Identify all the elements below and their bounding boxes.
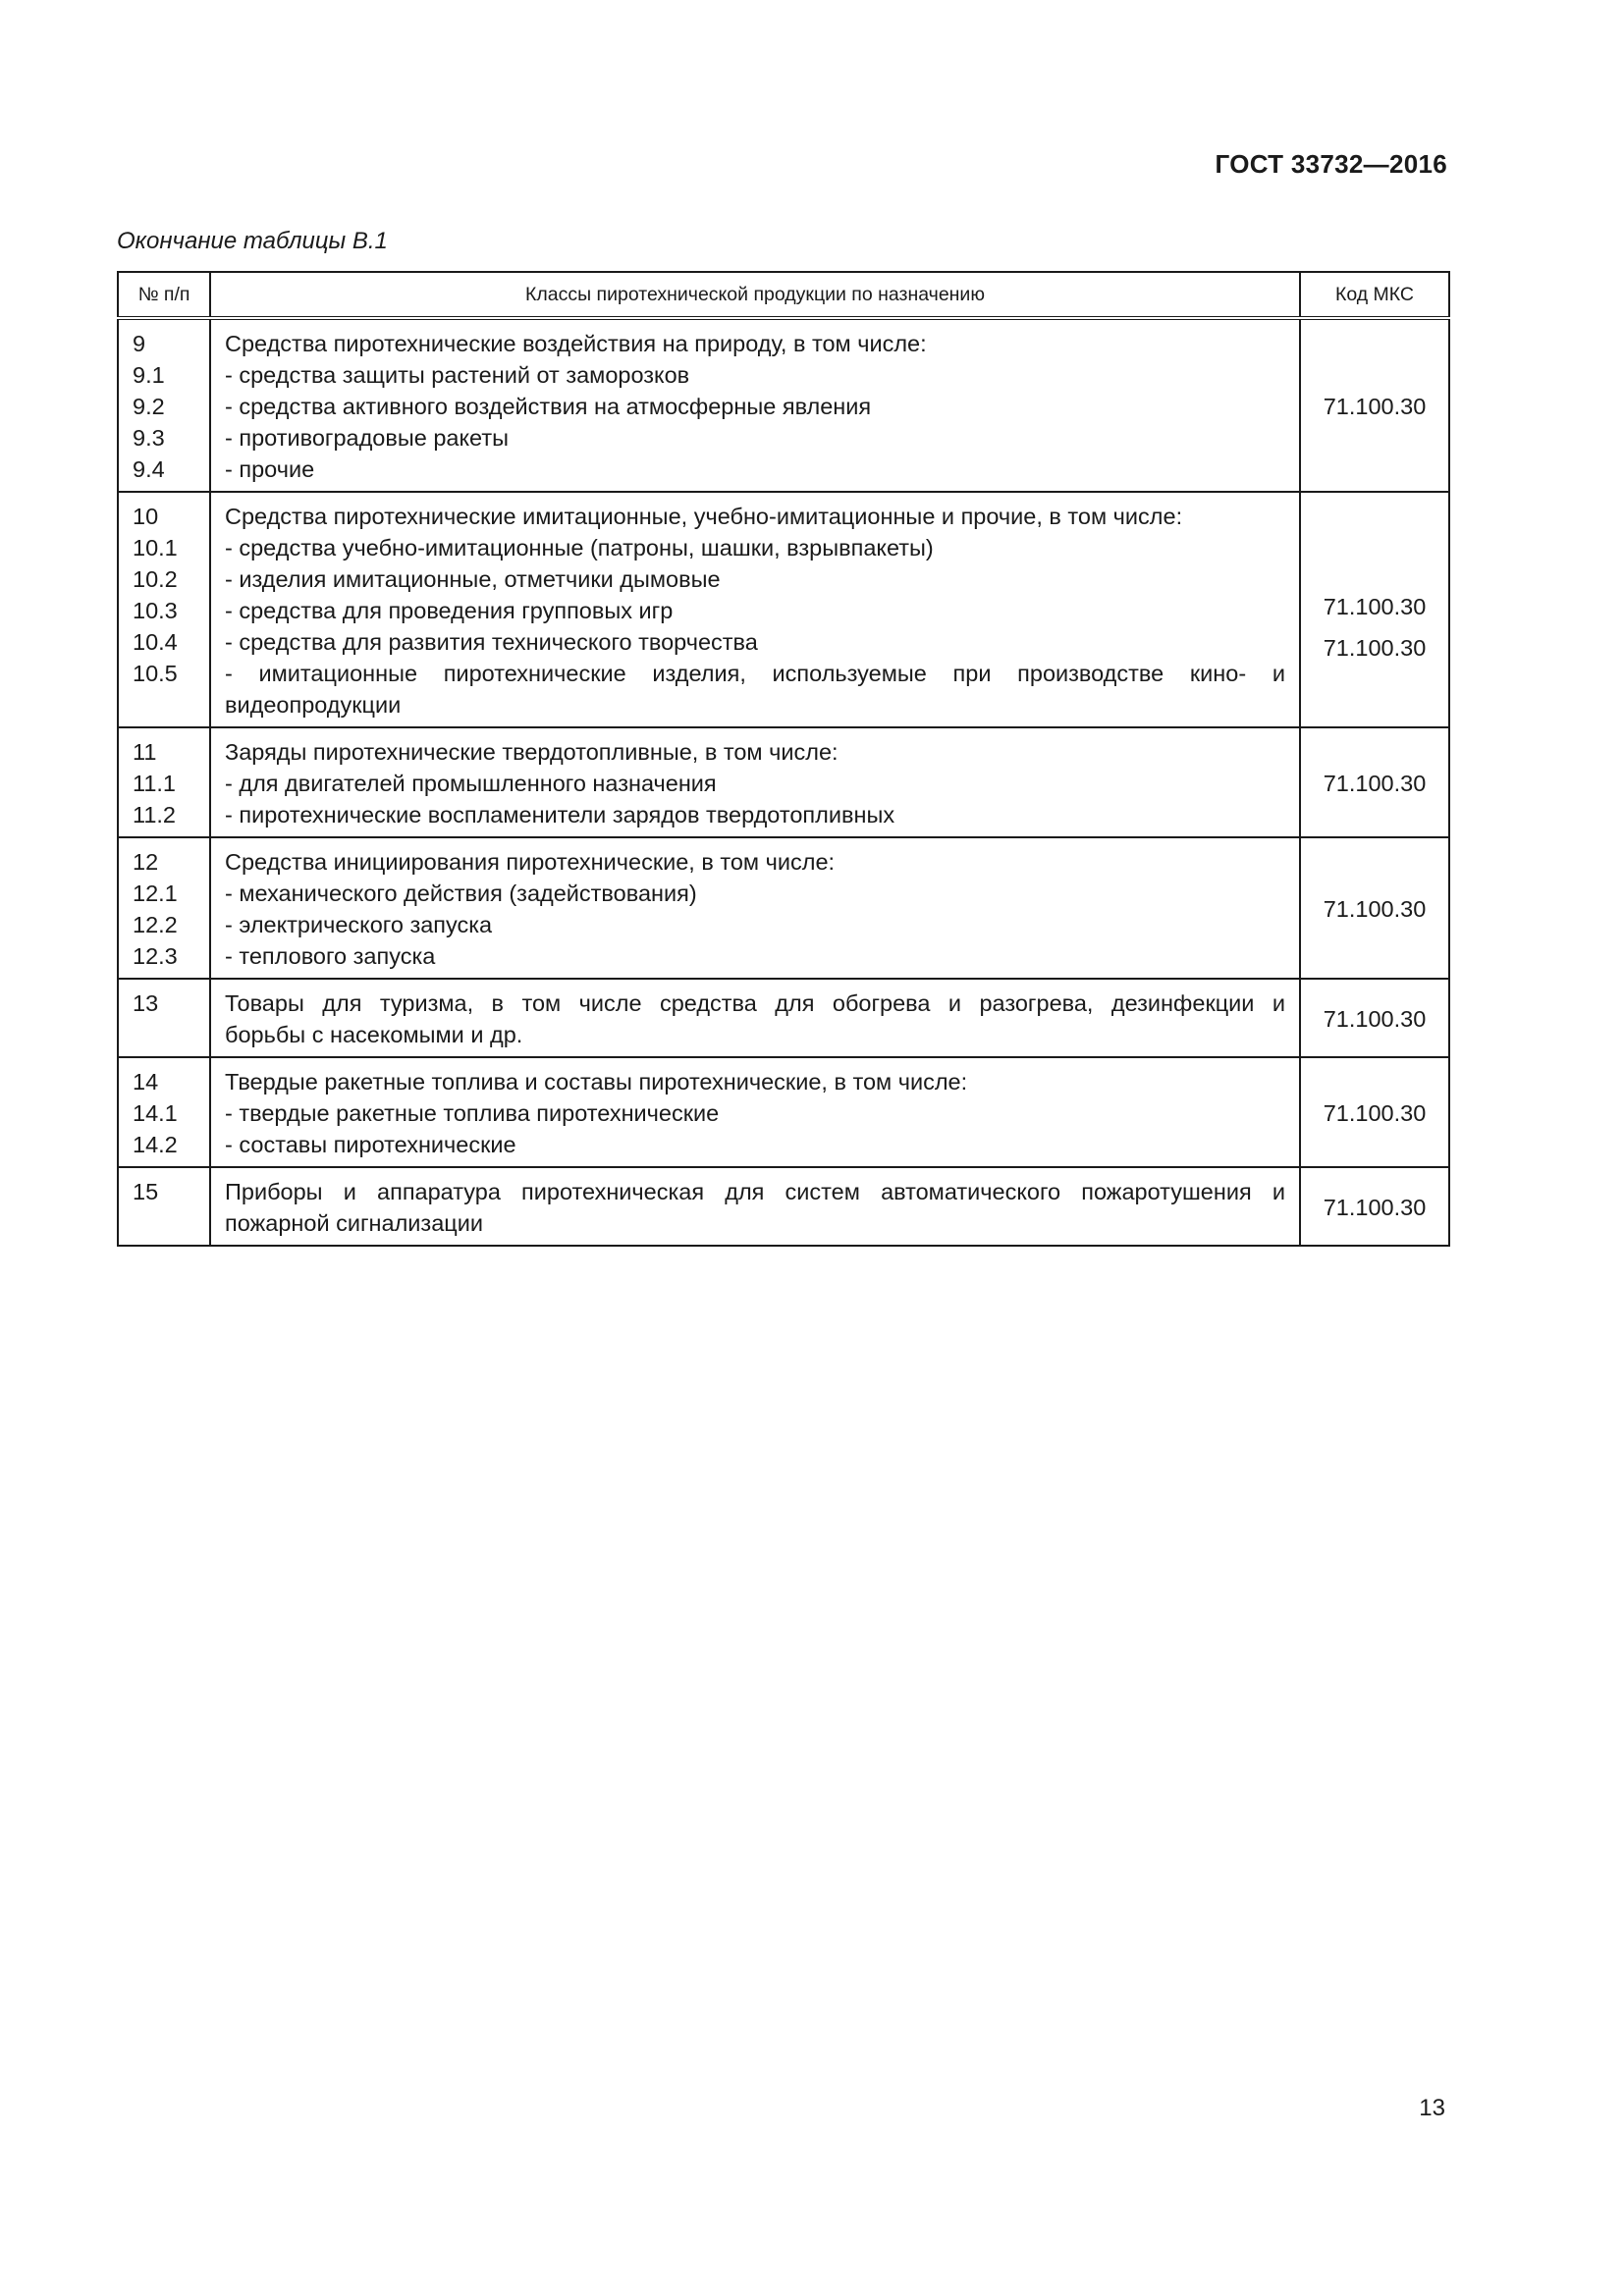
page-number: 13 <box>1419 2095 1445 2121</box>
description-line: пожарной сигнализации <box>225 1210 483 1236</box>
row-description-cell <box>210 837 1300 979</box>
description-line: - имитационные пиротехнические изделия, используемые при производстве кино- и <box>225 661 1285 686</box>
description-line: - электрического запуска <box>225 912 493 937</box>
row-number: 13 <box>133 990 159 1016</box>
description-line: - средства защиты растений от заморозков <box>225 362 690 388</box>
row-number: 10 <box>133 504 159 529</box>
row-description-cell <box>210 1057 1300 1167</box>
description-line: Твердые ракетные топлива и составы пиротехнические, в том числе: <box>225 1069 968 1095</box>
row-code: 71.100.30 <box>1323 635 1427 661</box>
description-line: - противоградовые ракеты <box>225 425 509 451</box>
table-row <box>118 1167 1449 1246</box>
row-number: 14.2 <box>133 1132 178 1157</box>
description-line: - средства активного воздействия на атмосферные явления <box>225 394 872 419</box>
row-numbers-cell <box>118 318 210 492</box>
row-number: 11.1 <box>133 771 176 796</box>
row-number: 12 <box>133 849 159 875</box>
description-line: - средства для проведения групповых игр <box>225 598 674 623</box>
row-description-cell <box>210 492 1300 727</box>
row-number: 9.1 <box>133 362 165 388</box>
row-numbers-cell <box>118 979 210 1057</box>
table-row <box>118 727 1449 837</box>
row-number: 10.4 <box>133 629 178 655</box>
row-description-cell <box>210 727 1300 837</box>
table-row <box>118 492 1449 727</box>
row-code-cell: 71.100.30 <box>1300 837 1449 979</box>
row-number: 10.1 <box>133 535 178 561</box>
description-line: Средства инициирования пиротехнические, в том числе: <box>225 849 836 875</box>
description-line: - средства для развития технического творчества <box>225 629 758 655</box>
classification-table <box>117 271 1450 1247</box>
row-description-cell <box>210 1167 1300 1246</box>
row-code-cell: 71.100.30 <box>1300 318 1449 492</box>
row-description-cell <box>210 318 1300 492</box>
row-number: 12.3 <box>133 943 178 969</box>
description-line: - теплового запуска <box>225 943 436 969</box>
description-line: - пиротехнические воспламенители зарядов твердотопливных <box>225 802 895 828</box>
row-number: 15 <box>133 1179 159 1204</box>
table-header-row <box>118 272 1449 318</box>
description-line: - прочие <box>225 456 315 482</box>
table-row <box>118 837 1449 979</box>
description-line: борьбы с насекомыми и др. <box>225 1022 523 1047</box>
description-line: - составы пиротехнические <box>225 1132 516 1157</box>
row-code: 71.100.30 <box>1323 594 1427 619</box>
description-line: Заряды пиротехнические твердотопливные, в том числе: <box>225 739 839 765</box>
row-description-cell <box>210 979 1300 1057</box>
description-line: - механического действия (задействования) <box>225 881 697 906</box>
row-numbers-cell <box>118 1167 210 1246</box>
row-number: 10.3 <box>133 598 178 623</box>
row-number: 11.2 <box>133 802 176 828</box>
row-code-cell: 71.100.30 <box>1300 727 1449 837</box>
description-line: - твердые ракетные топлива пиротехнические <box>225 1100 720 1126</box>
row-numbers-cell <box>118 492 210 727</box>
description-line: Средства пиротехнические имитационные, учебно-имитационные и прочие, в том числе: <box>225 504 1183 529</box>
row-number: 14.1 <box>133 1100 178 1126</box>
row-number: 10.2 <box>133 566 178 592</box>
row-number: 9.4 <box>133 456 165 482</box>
description-line: - средства учебно-имитационные (патроны, шашки, взрывпакеты) <box>225 535 934 561</box>
description-line: Средства пиротехнические воздействия на природу, в том числе: <box>225 331 927 356</box>
column-header-code: Код МКС <box>1300 272 1449 318</box>
description-line: - изделия имитационные, отметчики дымовые <box>225 566 721 592</box>
row-number: 9.3 <box>133 425 165 451</box>
table-caption: Окончание таблицы В.1 <box>117 228 388 254</box>
row-code-cell <box>1300 492 1449 727</box>
document-code: ГОСТ 33732—2016 <box>1215 149 1447 179</box>
row-code-cell: 71.100.30 <box>1300 979 1449 1057</box>
column-header-number: № п/п <box>118 272 210 318</box>
row-number: 10.5 <box>133 661 178 686</box>
description-line: Приборы и аппаратура пиротехническая для систем автоматического пожаротушения и <box>225 1179 1285 1204</box>
row-number: 12.1 <box>133 881 178 906</box>
description-line: Товары для туризма, в том числе средства для обогрева и разогрева, дезинфекции и <box>225 990 1285 1016</box>
row-numbers-cell <box>118 1057 210 1167</box>
table-row <box>118 979 1449 1057</box>
column-header-classes: Классы пиротехнической продукции по назначению <box>210 272 1300 318</box>
row-numbers-cell <box>118 727 210 837</box>
row-number: 12.2 <box>133 912 178 937</box>
row-number: 11 <box>133 739 157 765</box>
row-numbers-cell <box>118 837 210 979</box>
table-row <box>118 1057 1449 1167</box>
row-number: 9.2 <box>133 394 165 419</box>
table-row <box>118 318 1449 492</box>
row-code-cell: 71.100.30 <box>1300 1057 1449 1167</box>
description-line: - для двигателей промышленного назначения <box>225 771 717 796</box>
row-code-cell: 71.100.30 <box>1300 1167 1449 1246</box>
row-number: 9 <box>133 331 146 356</box>
description-line: видеопродукции <box>225 692 402 718</box>
row-number: 14 <box>133 1069 159 1095</box>
